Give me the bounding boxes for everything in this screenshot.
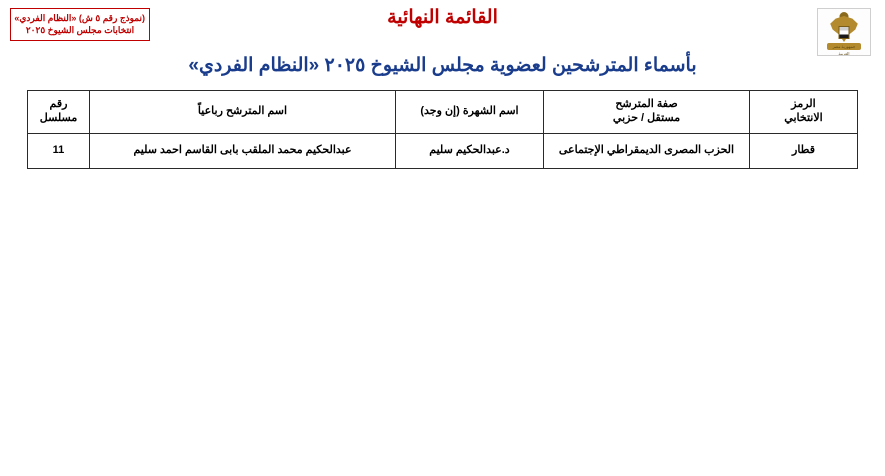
page-subtitle: بأسماء المترشحين لعضوية مجلس الشيوخ ٢٠٢٥ «النظام الفردي» xyxy=(188,55,697,76)
column-header-serial-line-2: مسلسل xyxy=(39,112,78,124)
column-header-serial xyxy=(28,91,90,134)
table-row xyxy=(28,134,858,169)
column-header-description xyxy=(544,91,750,134)
column-header-name: اسم المترشح رباعياً xyxy=(90,91,396,134)
column-header-symbol-line-1: الرمز xyxy=(791,98,816,111)
form-stamp-line-2: انتخابات مجلس الشيوخ ٢٠٢٥ xyxy=(25,25,135,36)
emblem-frame xyxy=(817,8,871,56)
table-body xyxy=(28,134,858,169)
emblem-caption: جمهورية مصر العربية xyxy=(832,44,856,56)
column-header-fame: اسم الشهرة (إن وجد) xyxy=(396,91,544,134)
form-stamp-line-1: (نموذج رقم ٥ ش) «النظام الفردي» xyxy=(14,13,145,23)
table-header-row xyxy=(28,91,858,134)
column-header-description-line-1: صفة المترشح xyxy=(615,98,678,111)
column-header-symbol-line-2: الانتخابي xyxy=(784,112,823,124)
candidates-table xyxy=(27,90,858,169)
column-header-symbol xyxy=(750,91,858,134)
eagle-base-shape xyxy=(827,43,861,56)
cell-symbol: قطار xyxy=(750,134,858,169)
egypt-eagle-emblem-icon xyxy=(817,8,871,56)
eagle-shield-shape xyxy=(839,26,850,39)
table-header xyxy=(28,91,858,134)
page-title: القائمة النهائية xyxy=(387,7,498,28)
candidates-table-wrapper xyxy=(28,90,858,169)
cell-serial: 11 xyxy=(28,134,90,169)
column-header-description-line-2: مستقل / حزبي xyxy=(612,112,681,124)
cell-name: عبدالحكيم محمد الملقب بابى القاسم احمد سليم xyxy=(90,134,396,169)
cell-description: الحزب المصرى الديمقراطي الإجتماعى xyxy=(544,134,750,169)
column-header-serial-line-1: رقم xyxy=(49,98,68,111)
cell-fame: د.عبدالحكيم سليم xyxy=(396,134,544,169)
